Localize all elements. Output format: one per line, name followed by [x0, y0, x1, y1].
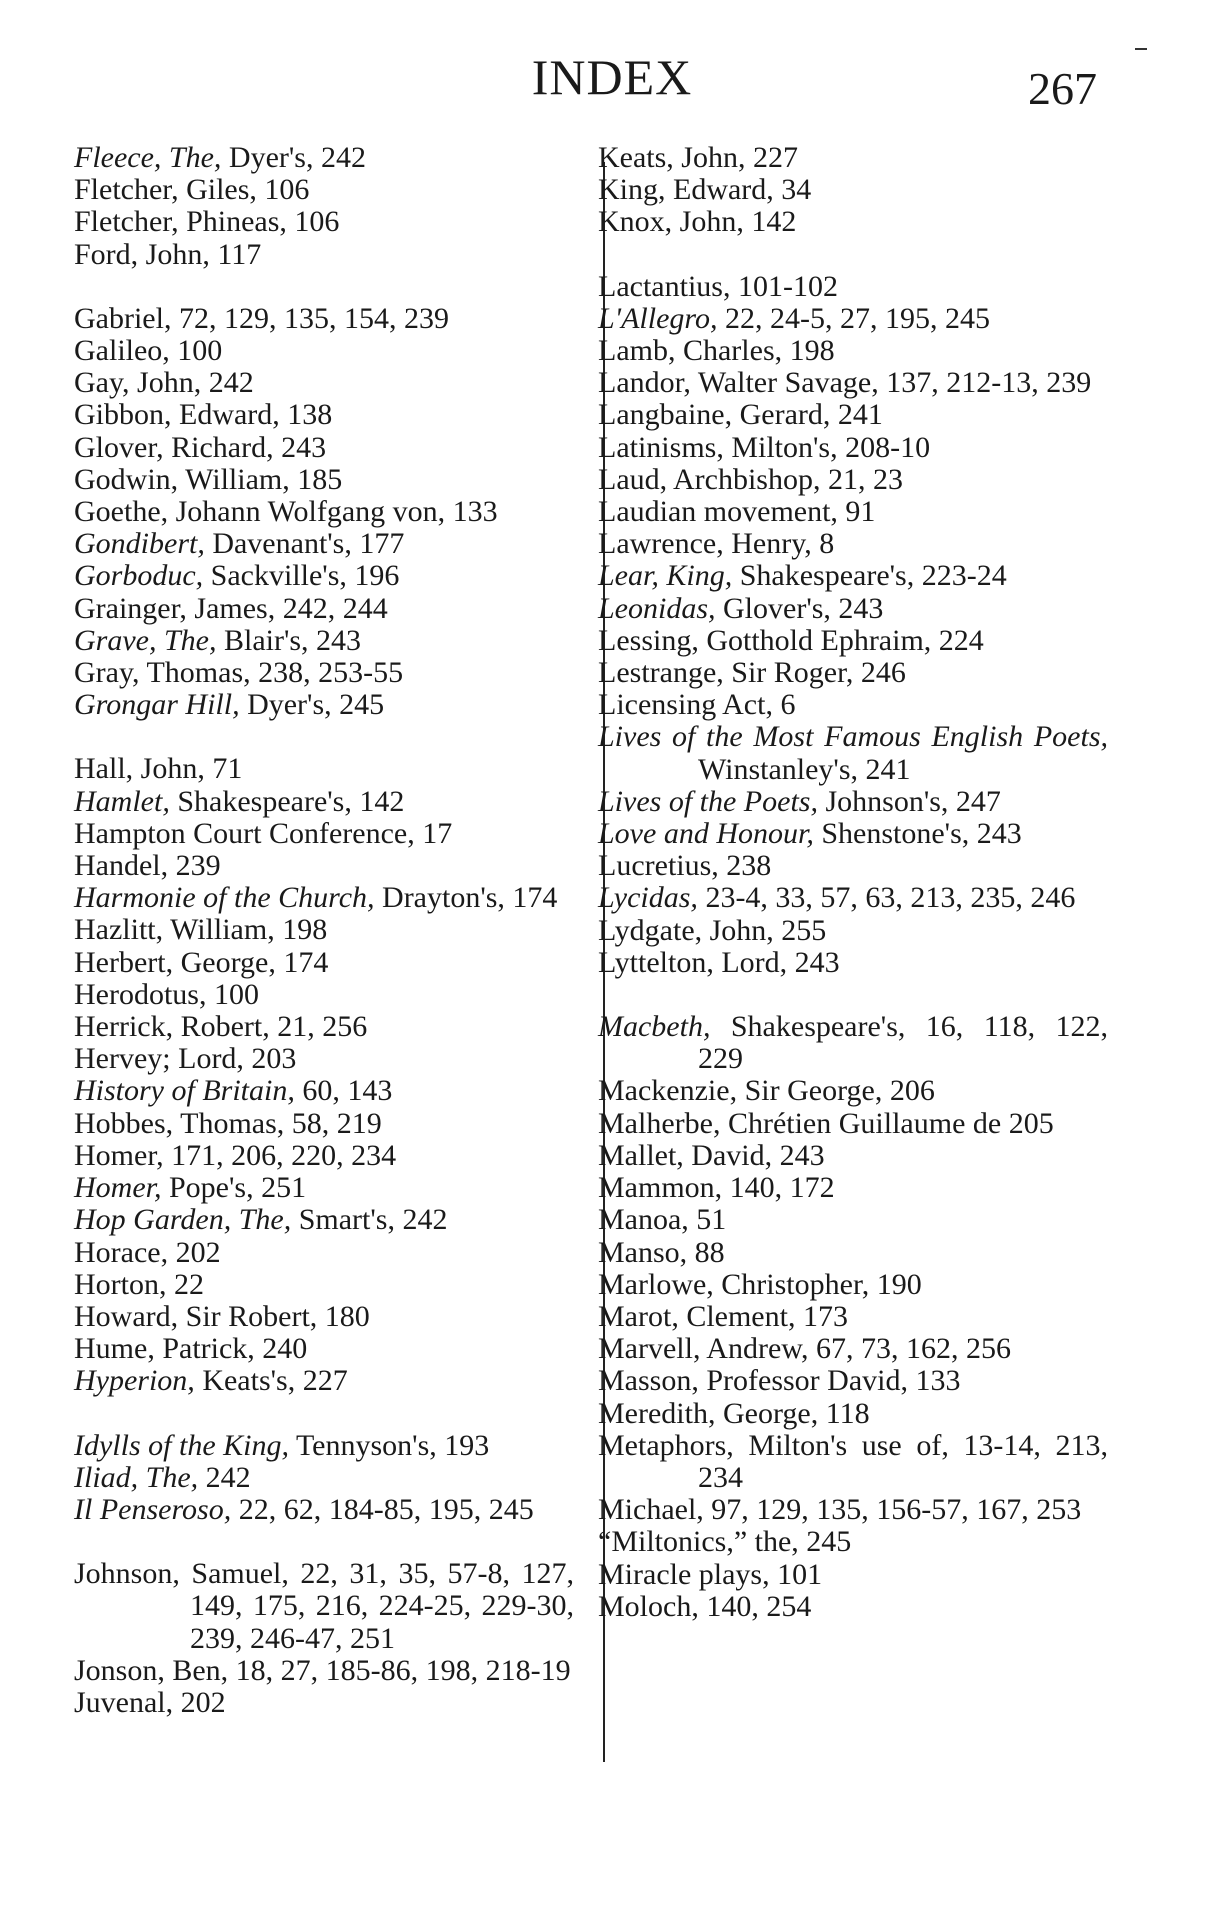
- index-entry-text: Dyer's, 242: [221, 141, 366, 174]
- index-entry: [74, 1365, 574, 1397]
- index-entry: [598, 1301, 1108, 1333]
- index-entry-text: Blair's, 243: [216, 623, 362, 657]
- index-entry: [598, 1526, 1108, 1558]
- index-entry: [74, 1075, 574, 1107]
- index-entry-text: Hobbes, Thomas, 58, 219: [74, 1106, 382, 1140]
- index-entry: [598, 1494, 1108, 1526]
- index-entry: [74, 786, 574, 818]
- index-entry: [74, 142, 574, 174]
- index-entry-title: Grongar Hill,: [74, 688, 240, 722]
- index-entry-text: Jonson, Ben, 18, 27, 185-86, 198, 218-19: [74, 1653, 571, 1687]
- index-entry-text: Lestrange, Sir Roger, 246: [598, 656, 906, 690]
- index-entry-text: Hampton Court Conference, 17: [74, 816, 453, 850]
- index-entry: [74, 593, 574, 625]
- index-entry-title: Fleece, The,: [74, 141, 222, 174]
- index-entry-text: Goethe, Johann Wolfgang von, 133: [74, 495, 498, 529]
- index-entry: [74, 1687, 574, 1719]
- index-entry: [74, 1269, 574, 1301]
- index-entry-text: Marvell, Andrew, 67, 73, 162, 256: [598, 1332, 1011, 1366]
- index-entry: [74, 464, 574, 496]
- index-entry-text: Langbaine, Gerard, 241: [598, 398, 883, 432]
- index-entry: [74, 367, 574, 399]
- index-entry-text: Landor, Walter Savage, 137, 212-13, 239: [598, 366, 1092, 400]
- index-entry-text: Handel, 239: [74, 849, 221, 883]
- index-entry: [598, 464, 1108, 496]
- index-entry-text: Fletcher, Phineas, 106: [74, 205, 340, 239]
- index-entry-text: Mallet, David, 243: [598, 1138, 825, 1172]
- index-entry-text: Laud, Archbishop, 21, 23: [598, 462, 903, 496]
- index-entry: [74, 1140, 574, 1172]
- index-entry-text: Gibbon, Edward, 138: [74, 398, 333, 432]
- index-entry: [598, 593, 1108, 625]
- index-entry-text: Howard, Sir Robert, 180: [74, 1299, 370, 1333]
- index-entry-text: Fletcher, Giles, 106: [74, 173, 310, 207]
- index-entry-title: Leonidas,: [598, 591, 716, 625]
- index-entry: [598, 367, 1108, 399]
- index-entry-text: Manoa, 51: [598, 1203, 727, 1237]
- index-entry: [74, 1430, 574, 1462]
- index-entry-text: Sackville's, 196: [203, 559, 400, 593]
- index-entry: [598, 496, 1108, 528]
- index-entry: [74, 1333, 574, 1365]
- index-entry-text: Smart's, 242: [291, 1203, 448, 1237]
- index-entry-title: Idylls of the King,: [74, 1428, 289, 1462]
- index-letter-gap: [74, 271, 574, 303]
- index-entry-text: Mammon, 140, 172: [598, 1171, 835, 1205]
- index-entry: [74, 1011, 574, 1043]
- index-entry: [598, 1398, 1108, 1430]
- index-entry-text: Manso, 88: [598, 1235, 725, 1269]
- index-entry-text: Michael, 97, 129, 135, 156-57, 167, 253: [598, 1493, 1082, 1527]
- index-entry: [74, 496, 574, 528]
- index-entry-title: Gondibert,: [74, 527, 205, 561]
- index-entry-text: Glover's, 243: [715, 591, 884, 625]
- index-entry-text: Hazlitt, William, 198: [74, 913, 328, 947]
- index-entry-text: Pope's, 251: [161, 1171, 307, 1205]
- index-entry: [74, 882, 574, 914]
- index-entry-text: Johnson, Samuel, 22, 31, 35, 57-8, 127, 149, 175, 216, 224-25, 229-30, 239, 246-47, 251: [74, 1557, 574, 1655]
- index-entry: [74, 1558, 574, 1655]
- index-entry: [598, 1430, 1108, 1494]
- index-entry-title: History of Britain,: [74, 1074, 295, 1108]
- index-entry-text: 22, 24-5, 27, 195, 245: [717, 301, 990, 335]
- index-entry-text: Miracle plays, 101: [598, 1557, 823, 1591]
- corner-mark: [1135, 48, 1147, 50]
- index-entry-text: Lessing, Gotthold Ephraim, 224: [598, 623, 984, 657]
- index-entry: [74, 689, 574, 721]
- index-entry: [598, 625, 1108, 657]
- index-entry-title: Hamlet,: [74, 784, 170, 818]
- index-entry: [598, 1140, 1108, 1172]
- index-entry-text: “Miltonics,” the, 245: [598, 1525, 852, 1559]
- index-entry-text: Tennyson's, 193: [288, 1428, 490, 1462]
- index-entry-text: Dyer's, 245: [239, 688, 385, 722]
- index-entry-title: Hop Garden, The,: [74, 1203, 292, 1237]
- index-entry-text: Herrick, Robert, 21, 256: [74, 1010, 368, 1044]
- index-entry: [74, 1237, 574, 1269]
- index-entry: [74, 174, 574, 206]
- index-entry-text: Knox, John, 142: [598, 205, 797, 239]
- index-entry: [74, 432, 574, 464]
- index-entry-text: 22, 62, 184-85, 195, 245: [231, 1492, 534, 1526]
- index-entry: [74, 335, 574, 367]
- index-entry-text: Gabriel, 72, 129, 135, 154, 239: [74, 301, 449, 335]
- index-entry-title: L'Allegro,: [598, 301, 718, 335]
- index-letter-gap: [598, 979, 1108, 1011]
- index-entry: [598, 335, 1108, 367]
- index-entry: [74, 1655, 574, 1687]
- index-entry: [74, 818, 574, 850]
- index-entry: [598, 657, 1108, 689]
- index-entry: [74, 239, 574, 271]
- index-entry: [598, 1591, 1108, 1623]
- index-entry-title: Lives of the Poets,: [598, 784, 818, 818]
- index-entry: [74, 1108, 574, 1140]
- index-entry-text: Juvenal, 202: [74, 1685, 226, 1719]
- index-column-left: [74, 142, 574, 1719]
- index-letter-gap: [74, 1526, 574, 1558]
- index-entry: [74, 657, 574, 689]
- index-entry-text: Laudian movement, 91: [598, 495, 876, 529]
- index-entry-text: Godwin, William, 185: [74, 462, 343, 496]
- index-entry-title: Lycidas,: [598, 881, 698, 915]
- index-entry-title: Hyperion,: [74, 1364, 195, 1398]
- index-entry: [598, 399, 1108, 431]
- index-entry-text: Latinisms, Milton's, 208-10: [598, 430, 931, 464]
- index-entry-text: Marlowe, Christopher, 190: [598, 1267, 922, 1301]
- index-entry-text: Gray, Thomas, 238, 253-55: [74, 656, 404, 690]
- index-letter-gap: [74, 721, 574, 753]
- index-entry: [598, 1011, 1108, 1075]
- index-entry-text: Gay, John, 242: [74, 366, 254, 400]
- index-entry-text: Hervey; Lord, 203: [74, 1042, 297, 1076]
- index-entry-text: Lamb, Charles, 198: [598, 334, 835, 368]
- index-entry-text: Keats's, 227: [194, 1364, 348, 1398]
- index-entry: [598, 882, 1108, 914]
- index-entry: [74, 1043, 574, 1075]
- index-entry: [74, 1462, 574, 1494]
- index-entry-text: Lawrence, Henry, 8: [598, 527, 835, 561]
- index-entry: [598, 915, 1108, 947]
- index-entry-text: Drayton's, 174: [374, 881, 558, 915]
- index-entry-text: Davenant's, 177: [204, 527, 405, 561]
- index-entry-text: Horace, 202: [74, 1235, 221, 1269]
- index-entry-text: Lydgate, John, 255: [598, 913, 827, 947]
- index-entry-text: Johnson's, 247: [817, 784, 1001, 818]
- index-entry-text: Homer, 171, 206, 220, 234: [74, 1138, 397, 1172]
- index-entry: [598, 850, 1108, 882]
- index-entry: [74, 1494, 574, 1526]
- index-entry-title: Lives of the Most Famous English Poets,: [598, 720, 1108, 754]
- index-entry: [74, 1301, 574, 1333]
- index-entry-text: Mackenzie, Sir George, 206: [598, 1074, 935, 1108]
- index-entry-title: Grave, The,: [74, 623, 217, 657]
- index-entry: [598, 174, 1108, 206]
- index-entry-text: Shakespeare's, 223-24: [732, 559, 1007, 593]
- index-entry-text: Horton, 22: [74, 1267, 204, 1301]
- index-entry-title: Macbeth,: [598, 1010, 711, 1044]
- index-entry-text: Meredith, George, 118: [598, 1396, 870, 1430]
- index-entry-text: 242: [198, 1460, 251, 1494]
- index-entry-title: Love and Honour,: [598, 817, 814, 851]
- index-entry: [598, 1365, 1108, 1397]
- index-entry-text: Hall, John, 71: [74, 752, 243, 786]
- index-entry: [598, 271, 1108, 303]
- index-entry: [74, 1204, 574, 1236]
- index-entry: [598, 432, 1108, 464]
- index-entry-text: Moloch, 140, 254: [598, 1589, 812, 1623]
- index-entry: [598, 1172, 1108, 1204]
- index-entry: [598, 528, 1108, 560]
- page-title: INDEX: [531, 49, 693, 105]
- index-entry: [74, 399, 574, 431]
- index-entry-text: Metaphors, Milton's use of, 13-14, 213, 234: [598, 1428, 1108, 1494]
- index-entry: [74, 979, 574, 1011]
- index-entry: [74, 850, 574, 882]
- index-entry-text: Shakespeare's, 16, 118, 122, 229: [698, 1010, 1108, 1076]
- index-entry-text: Masson, Professor David, 133: [598, 1364, 961, 1398]
- index-entry-text: Shenstone's, 243: [813, 817, 1022, 851]
- index-entry-text: Keats, John, 227: [598, 141, 798, 174]
- index-entry-title: Iliad, The,: [74, 1460, 199, 1494]
- index-column-right: [598, 142, 1108, 1623]
- index-entry-text: Lactantius, 101-102: [598, 269, 838, 303]
- index-entry: [598, 786, 1108, 818]
- index-entry: [74, 947, 574, 979]
- index-entry-text: Galileo, 100: [74, 334, 223, 368]
- index-entry: [74, 206, 574, 238]
- index-entry-text: 60, 143: [294, 1074, 393, 1108]
- index-entry: [598, 206, 1108, 238]
- index-entry-text: Licensing Act, 6: [598, 688, 796, 722]
- index-entry: [598, 1559, 1108, 1591]
- index-entry: [598, 1269, 1108, 1301]
- index-entry: [598, 1204, 1108, 1236]
- index-entry: [74, 753, 574, 785]
- index-entry-text: Hume, Patrick, 240: [74, 1332, 308, 1366]
- index-entry: [598, 721, 1108, 785]
- index-entry: [598, 1333, 1108, 1365]
- index-entry: [598, 947, 1108, 979]
- index-entry: [598, 142, 1108, 174]
- index-entry: [598, 689, 1108, 721]
- index-letter-gap: [74, 1398, 574, 1430]
- index-entry-text: Herodotus, 100: [74, 977, 259, 1011]
- index-entry-text: 23-4, 33, 57, 63, 213, 235, 246: [697, 881, 1076, 915]
- index-entry-text: King, Edward, 34: [598, 173, 812, 207]
- index-entry: [598, 1237, 1108, 1269]
- index-entry-text: Glover, Richard, 243: [74, 430, 327, 464]
- index-entry: [74, 625, 574, 657]
- index-entry-text: Ford, John, 117: [74, 237, 262, 271]
- index-entry: [74, 914, 574, 946]
- index-entry: [74, 560, 574, 592]
- index-entry-title: Harmonie of the Church,: [74, 881, 375, 915]
- index-entry-title: Homer,: [74, 1171, 162, 1205]
- index-entry-text: Lyttelton, Lord, 243: [598, 945, 840, 979]
- index-entry: [74, 528, 574, 560]
- index-entry: [598, 818, 1108, 850]
- index-letter-gap: [598, 239, 1108, 271]
- index-entry: [598, 1108, 1108, 1140]
- index-entry: [598, 303, 1108, 335]
- index-entry: [598, 560, 1108, 592]
- index-entry-text: Winstanley's, 241: [698, 752, 911, 786]
- index-entry-text: Shakespeare's, 142: [169, 784, 405, 818]
- index-entry: [74, 1172, 574, 1204]
- index-entry-text: Lucretius, 238: [598, 849, 772, 883]
- index-entry: [598, 1075, 1108, 1107]
- index-entry-text: Grainger, James, 242, 244: [74, 591, 388, 625]
- index-entry-title: Il Penseroso,: [74, 1492, 232, 1526]
- page-number: 267: [1028, 63, 1097, 114]
- index-entry-text: Malherbe, Chrétien Guillaume de 205: [598, 1106, 1054, 1140]
- index-entry-text: Herbert, George, 174: [74, 945, 329, 979]
- index-entry-title: Lear, King,: [598, 559, 733, 593]
- index-entry-title: Gorboduc,: [74, 559, 204, 593]
- index-entry-text: Marot, Clement, 173: [598, 1299, 848, 1333]
- index-entry: [74, 303, 574, 335]
